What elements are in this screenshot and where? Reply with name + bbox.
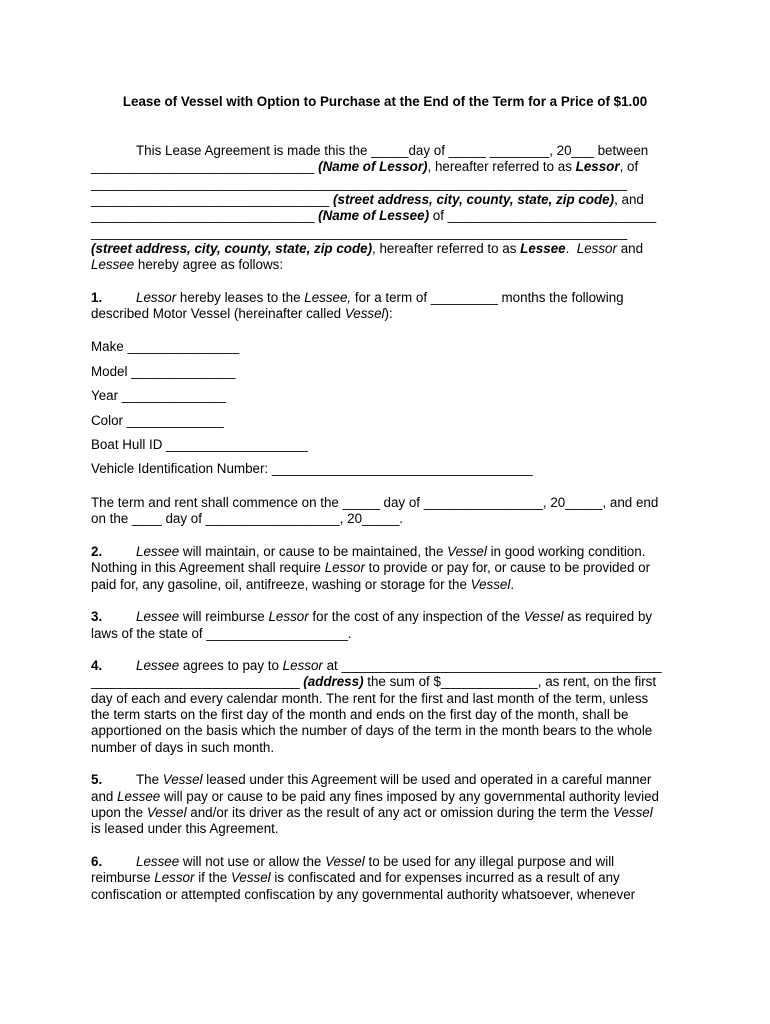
boat-hull-id-field[interactable]: Boat Hull ID ___________________	[91, 437, 308, 452]
year-field[interactable]: Year ______________	[91, 388, 227, 403]
document-title: Lease of Vessel with Option to Purchase at the End of the Term for a Price of $1.00	[122, 94, 648, 109]
address-label: (address)	[303, 674, 364, 689]
intro-line-3: ________________________________________________________________________	[91, 176, 628, 191]
intro-line-1	[136, 143, 648, 159]
section-6-number: 6.	[91, 854, 103, 869]
section-1-line-1: 1. Lessor hereby leases to the Lessee, for a term of _________ months the following	[91, 290, 624, 305]
intro-line-5: ______________________________ (Name of Lessee) of ____________________________	[91, 208, 657, 223]
name-of-lessee-label: (Name of Lessee)	[318, 208, 430, 223]
section-5-line-3: upon the Vessel and/or its driver as the result of any act or omission during the term the Vessel	[91, 805, 653, 820]
lessee-address-label: (street address, city, county, state, zip code)	[91, 241, 373, 256]
term-line-1: The term and rent shall commence on the _____ day of ________________, 20_____, and end	[91, 495, 659, 510]
section-2-line-2: Nothing in this Agreement shall require Lessor to provide or pay for, or cause to be provided or	[91, 560, 651, 575]
intro-line-6: ________________________________________________________________________	[91, 225, 628, 240]
intro-line-7: (street address, city, county, state, zip code), hereafter referred to as Lessee. Lessor and	[91, 241, 644, 256]
section-5-line-4: is leased under this Agreement.	[91, 821, 279, 836]
section-1-line-2: described Motor Vessel (hereinafter called Vessel):	[91, 306, 393, 321]
section-4-line-3: day of each and every calendar month. The rent for the first and last month of the term, unless	[91, 691, 649, 706]
vin-field[interactable]: Vehicle Identification Number: ___________________________________	[91, 461, 533, 476]
make-field[interactable]: Make _______________	[91, 339, 240, 354]
section-2-line-1: 2. Lessee will maintain, or cause to be maintained, the Vessel in good working condition.	[91, 544, 646, 559]
model-field[interactable]: Model ______________	[91, 364, 236, 379]
section-2-line-3: paid for, any gasoline, oil, antifreeze, washing or storage for the Vessel.	[91, 577, 515, 592]
section-6-line-2: reimburse Lessor if the Vessel is confiscated and for expenses incurred as a result of any	[91, 870, 620, 885]
section-4-line-5: apportioned on the basis which the number of days of the term in the month bears to the whole	[91, 723, 653, 738]
intro-text-b: ________, 20___ between	[485, 143, 649, 158]
section-4-line-4: the term starts on the first day of the month and ends on the first day of the month, shall be	[91, 707, 629, 722]
section-5-line-2: and Lessee will pay or cause to be paid any fines imposed by any governmental authority levied	[91, 789, 659, 804]
term-line-2: on the ____ day of __________________, 20_____.	[91, 511, 403, 526]
section-6-line-3: confiscation or attempted confiscation by any governmental authority whatsoever, whenever	[91, 887, 636, 902]
section-1-number: 1.	[91, 290, 103, 305]
section-4-line-6: number of days in such month.	[91, 740, 275, 755]
section-5-number: 5.	[91, 772, 103, 787]
section-6-line-1: 6. Lessee will not use or allow the Vessel to be used for any illegal purpose and will	[91, 854, 615, 869]
section-4-line-2: ____________________________ (address) the sum of $_____________, as rent, on the first	[91, 674, 657, 689]
section-4-number: 4.	[91, 658, 103, 673]
section-2-number: 2.	[91, 544, 103, 559]
section-3-line-1: 3. Lessee will reimburse Lessor for the cost of any inspection of the Vessel as required by	[91, 609, 653, 624]
name-of-lessor-label: (Name of Lessor)	[318, 159, 428, 174]
color-field[interactable]: Color _____________	[91, 413, 224, 428]
section-3-number: 3.	[91, 609, 103, 624]
intro-line-8: Lessee hereby agree as follows:	[91, 257, 284, 272]
intro-line-2: ______________________________ (Name of Lessor), hereafter referred to as Lessor, of	[91, 159, 639, 174]
intro-text-a: This Lease Agreement is made this the _____day of _____	[136, 143, 486, 158]
intro-line-4: ________________________________ (street address, city, county, state, zip code), and	[91, 192, 644, 207]
section-5-line-1: 5. The Vessel leased under this Agreement will be used and operated in a careful manner	[91, 772, 652, 787]
section-3-line-2: laws of the state of ___________________.	[91, 626, 352, 641]
lessor-address-label: (street address, city, county, state, zip code)	[333, 192, 615, 207]
section-4-line-1: 4. Lessee agrees to pay to Lessor at ___________________________________________	[91, 658, 662, 673]
